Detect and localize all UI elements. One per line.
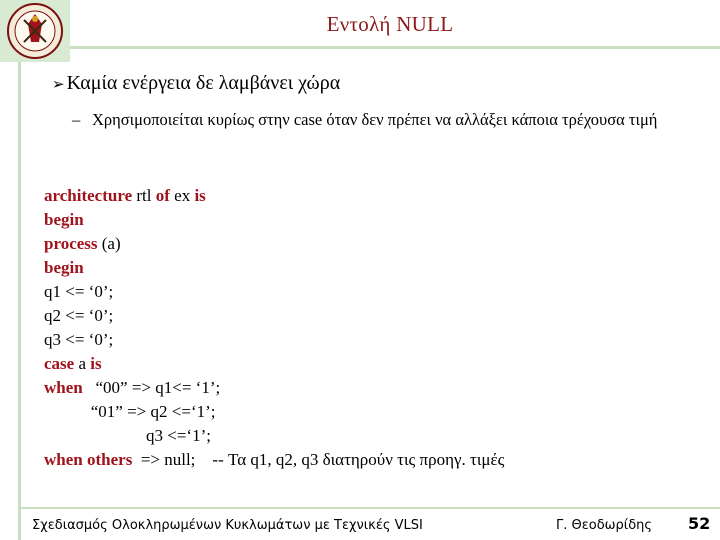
code-keyword: begin: [44, 210, 84, 229]
code-line: q2 <= ‘0’;: [44, 306, 114, 325]
code-line: [44, 208, 504, 232]
code-text: (a): [97, 234, 121, 253]
code-text: a: [74, 354, 91, 373]
code-line: [44, 184, 504, 208]
code-keyword: begin: [44, 258, 84, 277]
dash-marker: –: [72, 110, 81, 129]
slide-title: Εντολή NULL: [326, 12, 454, 36]
footer-author: Γ. Θεοδωρίδης: [556, 518, 653, 533]
bullet-main-text: Καμία ενέργεια δε λαμβάνει χώρα: [66, 72, 341, 94]
footer-divider: [18, 507, 720, 509]
code-text: “00” => q1<= ‘1’;: [82, 378, 221, 397]
code-line: q1 <= ‘0’;: [44, 282, 114, 301]
bullet-main: [52, 72, 340, 95]
code-keyword: architecture: [44, 186, 133, 205]
code-keyword: is: [194, 186, 206, 205]
code-line: q3 <=‘1’;: [44, 426, 211, 445]
bullet-sub-text: Χρησιμοποιείται κυρίως στην case όταν δεν πρέπει να αλλάξει κάποια τρέχουσα τιμή: [92, 110, 658, 129]
code-line: [44, 232, 504, 256]
code-line: [44, 448, 504, 472]
footer-course-title: Σχεδιασμός Ολοκληρωμένων Κυκλωμάτων με Τεχνικές VLSI: [32, 518, 423, 533]
code-line: [44, 256, 504, 280]
code-text: => null; -- Τα q1, q2, q3 διατηρούν τις προηγ. τιμές: [132, 450, 505, 469]
code-keyword: process: [44, 234, 98, 253]
header-divider: [70, 46, 720, 49]
arrowhead-icon: ➢: [52, 75, 65, 93]
code-line: [44, 376, 504, 400]
code-keyword: when: [44, 378, 83, 397]
bullet-sub: [72, 108, 684, 132]
code-keyword: when: [44, 450, 83, 469]
code-line: “01” => q2 <=‘1’;: [44, 402, 216, 421]
code-text: ex: [169, 186, 195, 205]
page-number: 52: [688, 514, 711, 533]
code-line: [44, 352, 504, 376]
code-line: q3 <= ‘0’;: [44, 330, 114, 349]
code-keyword: case: [44, 354, 75, 373]
code-keyword: others: [86, 450, 133, 469]
left-accent-bar: [18, 62, 21, 540]
code-keyword: of: [155, 186, 170, 205]
code-keyword: is: [90, 354, 102, 373]
code-text: rtl: [132, 186, 156, 205]
vhdl-code-block: [44, 184, 504, 472]
